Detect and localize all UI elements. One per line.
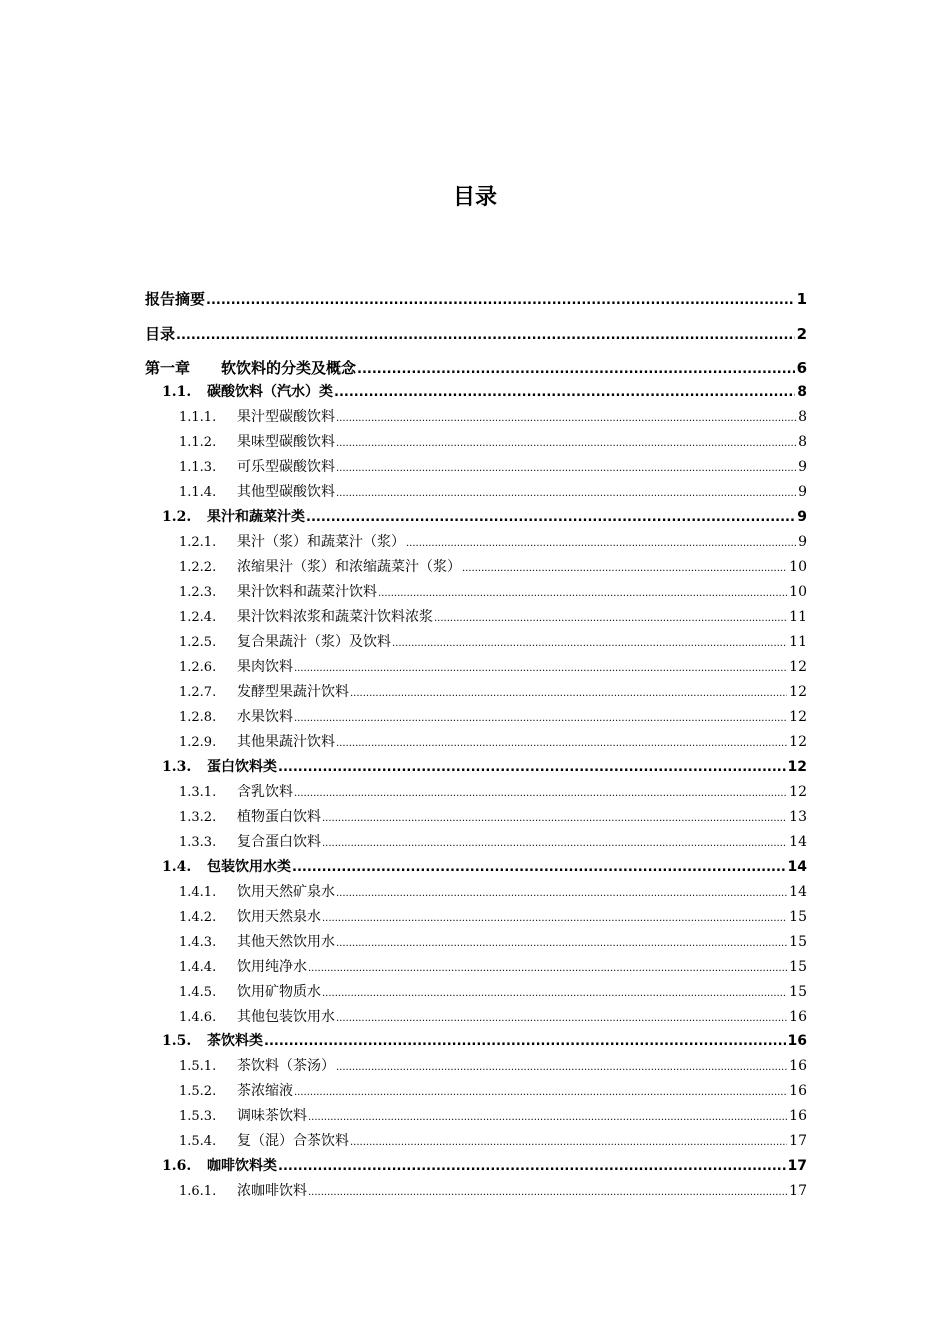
toc-entry-number: 1.2.9. [179, 735, 217, 750]
dot-leader [336, 409, 796, 429]
dot-leader [378, 584, 787, 604]
toc-entry-title: 可乐型碳酸饮料 [237, 459, 335, 475]
toc-subsection[interactable] [179, 682, 807, 702]
toc-entry-number: 1.5.3. [179, 1109, 217, 1124]
toc-section[interactable] [162, 382, 807, 402]
toc-entry-title: 其他包装饮用水 [237, 1009, 335, 1025]
toc-subsection[interactable] [179, 982, 807, 1002]
dot-leader [462, 559, 787, 579]
toc-entry-title: 其他天然饮用水 [237, 934, 335, 950]
toc-entry-number: 1.1.1. [179, 410, 217, 425]
toc-page-number: 16 [787, 1033, 807, 1049]
dot-leader [357, 359, 795, 381]
toc-entry-number: 1.2.1. [179, 535, 217, 550]
dot-leader [336, 484, 796, 504]
toc-entry-number: 1.4.5. [179, 985, 217, 1000]
dot-leader [336, 884, 787, 904]
toc-page-number: 8 [798, 409, 807, 425]
toc-page-number: 10 [789, 584, 807, 600]
toc-page-number: 1 [796, 290, 807, 308]
dot-leader [292, 858, 786, 878]
toc-subsection[interactable] [179, 907, 807, 927]
toc-section[interactable] [162, 757, 807, 777]
dot-leader [336, 434, 796, 454]
dot-leader [294, 709, 787, 729]
dot-leader [336, 1009, 787, 1029]
toc-page-number: 12 [789, 734, 807, 750]
toc-entry-title: 包装饮用水类 [207, 859, 291, 875]
toc-entry-title: 复（混）合茶饮料 [237, 1133, 349, 1149]
toc-chapter[interactable] [145, 357, 807, 379]
toc-entry-number: 第一章 [145, 359, 191, 377]
dot-leader [308, 959, 787, 979]
toc-section[interactable] [162, 1156, 807, 1176]
toc-subsection[interactable] [179, 732, 807, 752]
toc-entry-title: 植物蛋白饮料 [237, 809, 321, 825]
toc-entry-title: 软饮料的分类及概念 [221, 359, 357, 377]
toc-page-number: 17 [789, 1183, 807, 1199]
toc-entry-title: 饮用矿物质水 [237, 984, 321, 1000]
toc-entry-number: 1.1.2. [179, 435, 217, 450]
toc-page-number: 13 [789, 809, 807, 825]
toc-page-number: 17 [787, 1158, 807, 1174]
toc-entry-number: 1.2.8. [179, 710, 217, 725]
toc-page-number: 8 [797, 384, 807, 400]
toc-entry-number: 1.5.2. [179, 1084, 217, 1099]
toc-entry-number: 1.4.4. [179, 960, 217, 975]
toc-subsection[interactable] [179, 957, 807, 977]
dot-leader [264, 1032, 786, 1052]
toc-page-number: 16 [789, 1009, 807, 1025]
dot-leader [176, 325, 795, 347]
toc-page-number: 16 [789, 1083, 807, 1099]
dot-leader [294, 659, 787, 679]
toc-entry-title: 茶饮料（茶汤） [237, 1058, 335, 1074]
toc-entry-title: 饮用天然泉水 [237, 909, 321, 925]
toc-entry-number: 1.2.4. [179, 610, 217, 625]
toc-entry-number: 1.1.4. [179, 485, 217, 500]
toc-entry-title: 水果饮料 [237, 709, 293, 725]
page-title: 目录 [452, 185, 497, 210]
dot-leader [206, 290, 795, 312]
toc-subsection[interactable] [179, 632, 807, 652]
toc-entry-number: 1.4.3. [179, 935, 217, 950]
toc-entry-number: 1.3.1. [179, 785, 217, 800]
toc-entry-title: 果汁饮料和蔬菜汁饮料 [237, 584, 377, 600]
toc-entry-number: 1.2. [162, 509, 192, 525]
toc-entry-title: 碳酸饮料（汽水）类 [207, 384, 333, 400]
toc-section[interactable] [162, 1031, 807, 1051]
dot-leader [336, 734, 787, 754]
toc-entry-number: 1.2.6. [179, 660, 217, 675]
toc-entry-number: 1.6. [162, 1158, 192, 1174]
toc-entry-number: 1.2.3. [179, 585, 217, 600]
toc-entry-title: 其他型碳酸饮料 [237, 484, 335, 500]
toc-page-number: 14 [789, 834, 807, 850]
toc-entry-title: 其他果蔬汁饮料 [237, 734, 335, 750]
toc-entry-number: 1.3.2. [179, 810, 217, 825]
toc-subsection[interactable] [179, 1056, 807, 1076]
toc-entry-number: 1.5. [162, 1033, 192, 1049]
toc-entry-number: 1.3.3. [179, 835, 217, 850]
toc-page-number: 10 [789, 559, 807, 575]
toc-entry-number: 1.6.1. [179, 1184, 217, 1199]
toc-entry-title: 复合果蔬汁（浆）及饮料 [237, 634, 391, 650]
toc-subsection[interactable] [179, 932, 807, 952]
toc-subsection[interactable] [179, 457, 807, 477]
toc-page-number: 9 [798, 484, 807, 500]
toc-entry-title: 复合蛋白饮料 [237, 834, 321, 850]
toc-subsection[interactable] [179, 1081, 807, 1101]
toc-subsection[interactable] [179, 557, 807, 577]
toc-chapter[interactable] [145, 288, 807, 310]
dot-leader [322, 984, 787, 1004]
toc-entry-number: 1.1. [162, 384, 192, 400]
dot-leader [336, 459, 796, 479]
toc-entry-title: 饮用纯净水 [237, 959, 307, 975]
toc-page-number: 14 [789, 884, 807, 900]
toc-subsection[interactable] [179, 782, 807, 802]
toc-subsection[interactable] [179, 882, 807, 902]
toc-entry-title: 蛋白饮料类 [207, 759, 277, 775]
dot-leader [308, 1108, 787, 1128]
toc-page-number: 15 [789, 934, 807, 950]
toc-section[interactable] [162, 507, 807, 527]
toc-subsection[interactable] [179, 482, 807, 502]
toc-subsection[interactable] [179, 582, 807, 602]
toc-page-number: 12 [789, 659, 807, 675]
toc-entry-title: 茶浓缩液 [237, 1083, 293, 1099]
toc-page-number: 9 [798, 459, 807, 475]
toc-page-number: 15 [789, 909, 807, 925]
toc-page-number: 9 [797, 509, 807, 525]
dot-leader [308, 1183, 787, 1203]
toc-page-number: 15 [789, 959, 807, 975]
toc-entry-title: 目录 [145, 325, 176, 343]
toc-subsection[interactable] [179, 1007, 807, 1027]
toc-page-number: 12 [789, 709, 807, 725]
dot-leader [306, 508, 795, 528]
toc-page-number: 12 [789, 784, 807, 800]
toc-subsection[interactable] [179, 807, 807, 827]
toc-subsection[interactable] [179, 532, 807, 552]
toc-page-number: 17 [789, 1133, 807, 1149]
dot-leader [278, 1157, 786, 1177]
toc-entry-title: 果汁型碳酸饮料 [237, 409, 335, 425]
dot-leader [350, 1133, 787, 1153]
toc-page-number: 15 [789, 984, 807, 1000]
toc-entry-title: 果汁和蔬菜汁类 [207, 509, 305, 525]
toc-entry-title: 茶饮料类 [207, 1033, 263, 1049]
toc-subsection[interactable] [179, 1181, 807, 1201]
toc-page-number: 2 [796, 325, 807, 343]
dot-leader [336, 934, 787, 954]
toc-chapter[interactable] [145, 323, 807, 345]
dot-leader [294, 784, 787, 804]
toc-subsection[interactable] [179, 607, 807, 627]
dot-leader [322, 809, 787, 829]
toc-section[interactable] [162, 857, 807, 877]
toc-subsection[interactable] [179, 707, 807, 727]
dot-leader [406, 534, 796, 554]
toc-entry-title: 含乳饮料 [237, 784, 293, 800]
dot-leader [434, 609, 787, 629]
toc-entry-title: 咖啡饮料类 [207, 1158, 277, 1174]
toc-entry-number: 1.4.6. [179, 1010, 217, 1025]
toc-entry-number: 1.5.1. [179, 1059, 217, 1074]
toc-entry-title: 果肉饮料 [237, 659, 293, 675]
toc-page-number: 6 [796, 359, 807, 377]
toc-entry-title: 果汁（浆）和蔬菜汁（浆） [237, 534, 405, 550]
toc-entry-title: 调味茶饮料 [237, 1108, 307, 1124]
toc-page-number: 8 [798, 434, 807, 450]
toc-subsection[interactable] [179, 657, 807, 677]
dot-leader [336, 1058, 787, 1078]
toc-entry-title: 饮用天然矿泉水 [237, 884, 335, 900]
toc-page-number: 14 [787, 859, 807, 875]
toc-page-number: 16 [789, 1058, 807, 1074]
dot-leader [278, 758, 786, 778]
toc-page-number: 11 [789, 634, 807, 650]
toc-entry-number: 1.4. [162, 859, 192, 875]
toc-entry-title: 报告摘要 [145, 290, 206, 308]
toc-page-number: 12 [787, 759, 807, 775]
toc-subsection[interactable] [179, 832, 807, 852]
dot-leader [322, 834, 787, 854]
toc-entry-title: 浓缩果汁（浆）和浓缩蔬菜汁（浆） [237, 559, 461, 575]
dot-leader [294, 1083, 787, 1103]
toc-subsection[interactable] [179, 1131, 807, 1151]
toc-page-number: 12 [789, 684, 807, 700]
dot-leader [334, 383, 795, 403]
toc-entry-number: 1.1.3. [179, 460, 217, 475]
toc-page-number: 11 [789, 609, 807, 625]
toc-entry-number: 1.4.2. [179, 910, 217, 925]
toc-subsection[interactable] [179, 407, 807, 427]
toc-entry-number: 1.2.2. [179, 560, 217, 575]
toc-entry-title: 浓咖啡饮料 [237, 1183, 307, 1199]
dot-leader [392, 634, 787, 654]
toc-subsection[interactable] [179, 432, 807, 452]
toc-entry-number: 1.3. [162, 759, 192, 775]
toc-page-number: 16 [789, 1108, 807, 1124]
dot-leader [322, 909, 787, 929]
toc-entry-title: 发酵型果蔬汁饮料 [237, 684, 349, 700]
dot-leader [350, 684, 787, 704]
toc-entry-title: 果汁饮料浓浆和蔬菜汁饮料浓浆 [237, 609, 433, 625]
toc-entry-number: 1.4.1. [179, 885, 217, 900]
toc-entry-number: 1.2.5. [179, 635, 217, 650]
toc-entry-number: 1.2.7. [179, 685, 217, 700]
toc-entry-title: 果味型碳酸饮料 [237, 434, 335, 450]
toc-entry-number: 1.5.4. [179, 1134, 217, 1149]
toc-page-number: 9 [798, 534, 807, 550]
toc-subsection[interactable] [179, 1106, 807, 1126]
